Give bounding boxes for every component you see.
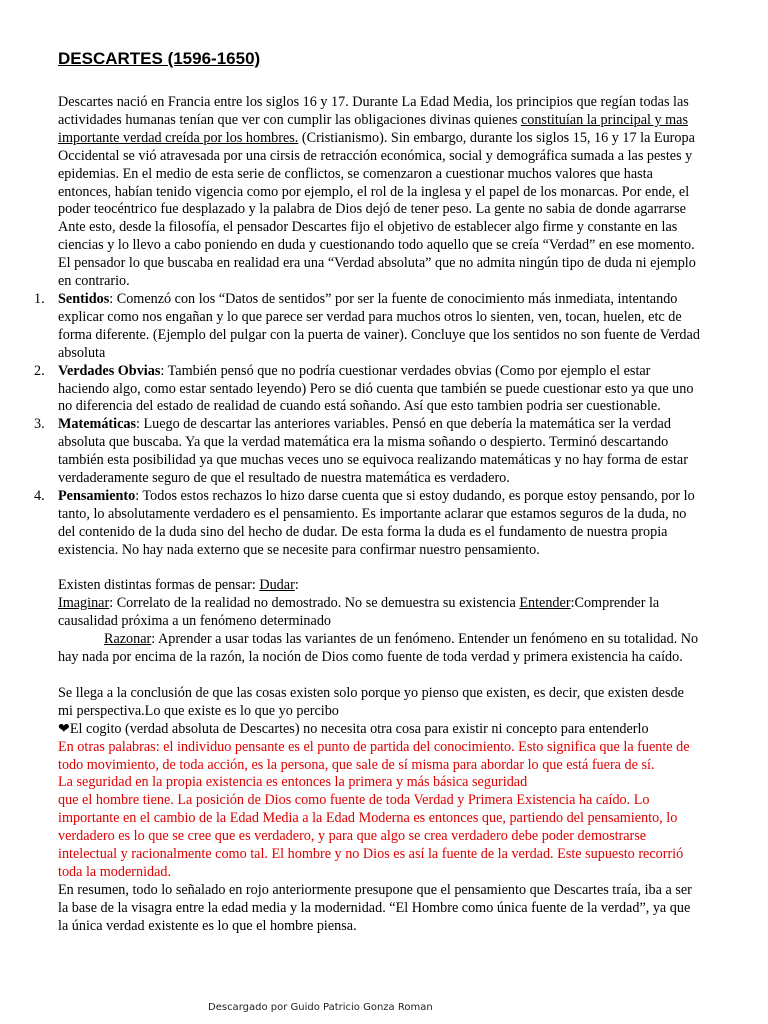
term-imaginar: Imaginar (58, 595, 110, 612)
term-razonar: Razonar (104, 631, 152, 648)
list-number: 4. (34, 487, 45, 504)
list-term: Pensamiento (58, 487, 136, 504)
forms-colon: : (294, 577, 299, 594)
list-term: Matemáticas (58, 416, 136, 433)
term-entender: Entender (519, 595, 571, 612)
list-number: 3. (34, 416, 45, 433)
red-paragraph-3: que el hombre tiene. La posición de Dios como fuente de toda Verdad y Primera Existencia ha caído. Lo importante en el cambio de la Edad Media a la Edad Moderna es entonces que, partiendo del pensamiento, lo verdadero es lo que se cree que es verdadero, y para que algo se crea verdadero debe poder demostrarse intelectual y racionalmente como tal. El hombre y no Dios es así la fuente de la verdad. Este supuesto recorrió toda la modernidad. (58, 792, 684, 880)
numbered-list (34, 290, 700, 560)
list-number: 1. (34, 290, 45, 307)
entender-text: :Comprender la causalidad próxima a un fenómeno determinado (58, 595, 660, 630)
cogito-paragraph: ❤El cogito (verdad absoluta de Descartes) no necesita otra cosa para existir ni concepto para entenderlo (58, 720, 649, 737)
list-text: : Luego de descartar las anteriores variables. Pensó en que debería la matemática ser la verdad absoluta que buscaba. Ya que la verdad matemática era la misma soñando o despierto. Terminó descartando también esta posibilidad ya que muchas veces uno se equivoca realizando matemáticas y no hay forma de estar verdaderamente seguro de que el resultado de nuestra matemática es verdadero. (58, 416, 688, 487)
forms-razonar (58, 631, 700, 667)
list-item-pensamiento (34, 487, 700, 560)
razonar-text: : Aprender a usar todas las variantes de un fenómeno. Entender un fenómeno en su totalidad. No hay nada por encima de la razón, la noción de Dios como fuente de toda verdad y primera existencia ha caído. (58, 631, 699, 666)
intro-underline-2: importante verdad creída por los hombres. (58, 129, 299, 146)
red-paragraph-2: La seguridad en la propia existencia es entonces la primera y más básica seguridad (58, 774, 528, 791)
imaginar-text: : Correlato de la realidad no demostrado. No se demuestra su existencia (109, 595, 520, 612)
forms-imaginar (58, 595, 700, 631)
intro-underline-1: constituían la principal y mas (520, 111, 688, 128)
list-term: Sentidos (58, 290, 110, 307)
list-item-verdades-obvias (34, 362, 700, 417)
intro-paragraph (58, 94, 700, 291)
list-text: : También pensó que no podría cuestionar verdades obvias (Como por ejemplo el estar haciendo algo, como estar sentado leyendo) Pero se dió cuenta que también se puede cuestionar esto ya que uno no diferencia del estado de realidad de cuando está soñando. Así que esto tambien podria ser cuestionable. (58, 362, 694, 415)
list-term: Verdades Obvias (58, 362, 161, 379)
spacer (58, 667, 700, 685)
forms-lead-text: Existen distintas formas de pensar: (58, 577, 260, 594)
intro-text-3: (Cristianismo). Sin embargo, durante los siglos 15, 16 y 17 la Europa Occidental se vió atravesada por una cirsis de retracción económica, social y demográfica sumada a las pestes y epidemias. En el medio de esta serie de conflictos, se comenzaron a cuestionar muchos valores que hasta entonces, habían tenido vigencia como por ejemplo, el rol de la inglesa y el papel de los monarcas. Por ende, el poder teocéntrico fue desplazado y la palabra de Dios dejó de tener peso. La gente no sabia de donde agarrarse Ante esto, desde la filosofía, el pensador Descartes fijo el objetivo de establecer algo firme y constante en las ciencias y lo llevo a cabo poniendo en duda y cuestionando todo aquello que se creía “Verdad” en ese momento. El pensador lo que buscaba en realidad era una “Verdad absoluta” que no admita ningún tipo de duda ni ejemplo en contrario. (58, 129, 696, 290)
list-number: 2. (34, 362, 45, 379)
download-footer: Descargado por Guido Patricio Gonza Roman (208, 1002, 433, 1013)
conclusion-paragraph: Se llega a la conclusión de que las cosas existen solo porque yo pienso que existen, es decir, que existen desde mi perspectiva.Lo que existe es lo que yo percibo (58, 684, 684, 719)
spacer (58, 560, 700, 578)
list-text: : Comenzó con los “Datos de sentidos” por ser la fuente de conocimiento más inmediata, intentando explicar como nos engañan y lo que parece ser verdad para muchos otros lo sienten, ven, tocan, huelen, etc de forma diferente. (Ejemplo del pulgar con la puerta de vainer). Concluye que los sentidos no son fuente de Verdad absoluta (58, 290, 700, 361)
list-item-sentidos (34, 290, 700, 363)
summary-paragraph: En resumen, todo lo señalado en rojo anteriormente presupone que el pensamiento que Descartes traía, iba a ser la base de la visagra entre la edad media y la modernidad. “El Hombre como única fuente de la verdad”, ya que la única verdad existente es lo que el hombre piensa. (58, 881, 692, 934)
term-dudar: Dudar (259, 577, 295, 594)
red-paragraph-1: En otras palabras: el individuo pensante es el punto de partida del conocimiento. Esto significa que la fuente de todo movimiento, de toda acción, es la persona, que sale de sí misma para abordar lo que está fuera de sí. (58, 738, 690, 773)
intro-text-1: Descartes nació en Francia entre los siglos 16 y 17. Durante La Edad Media, los principios que regían todas las actividades humanas tenían que ver con cumplir las obligaciones divinas quienes (58, 94, 689, 128)
list-text: : Todos estos rechazos lo hizo darse cuenta que si estoy dudando, es porque estoy pensando, por lo tanto, lo absolutamente verdadero es el pensamiento. Es importante aclarar que estamos seguros de la duda, no del contenido de la duda sino del hecho de dudar. De esta forma la duda es el fundamento de nuestra propia existencia. No hay nada externo que se necesite para confirmar nuestro pensamiento. (58, 487, 695, 558)
list-item-matematicas (34, 416, 700, 488)
forms-lead (58, 577, 700, 595)
page-title: DESCARTES (1596-1650) (58, 49, 261, 68)
document-page (34, 48, 700, 936)
